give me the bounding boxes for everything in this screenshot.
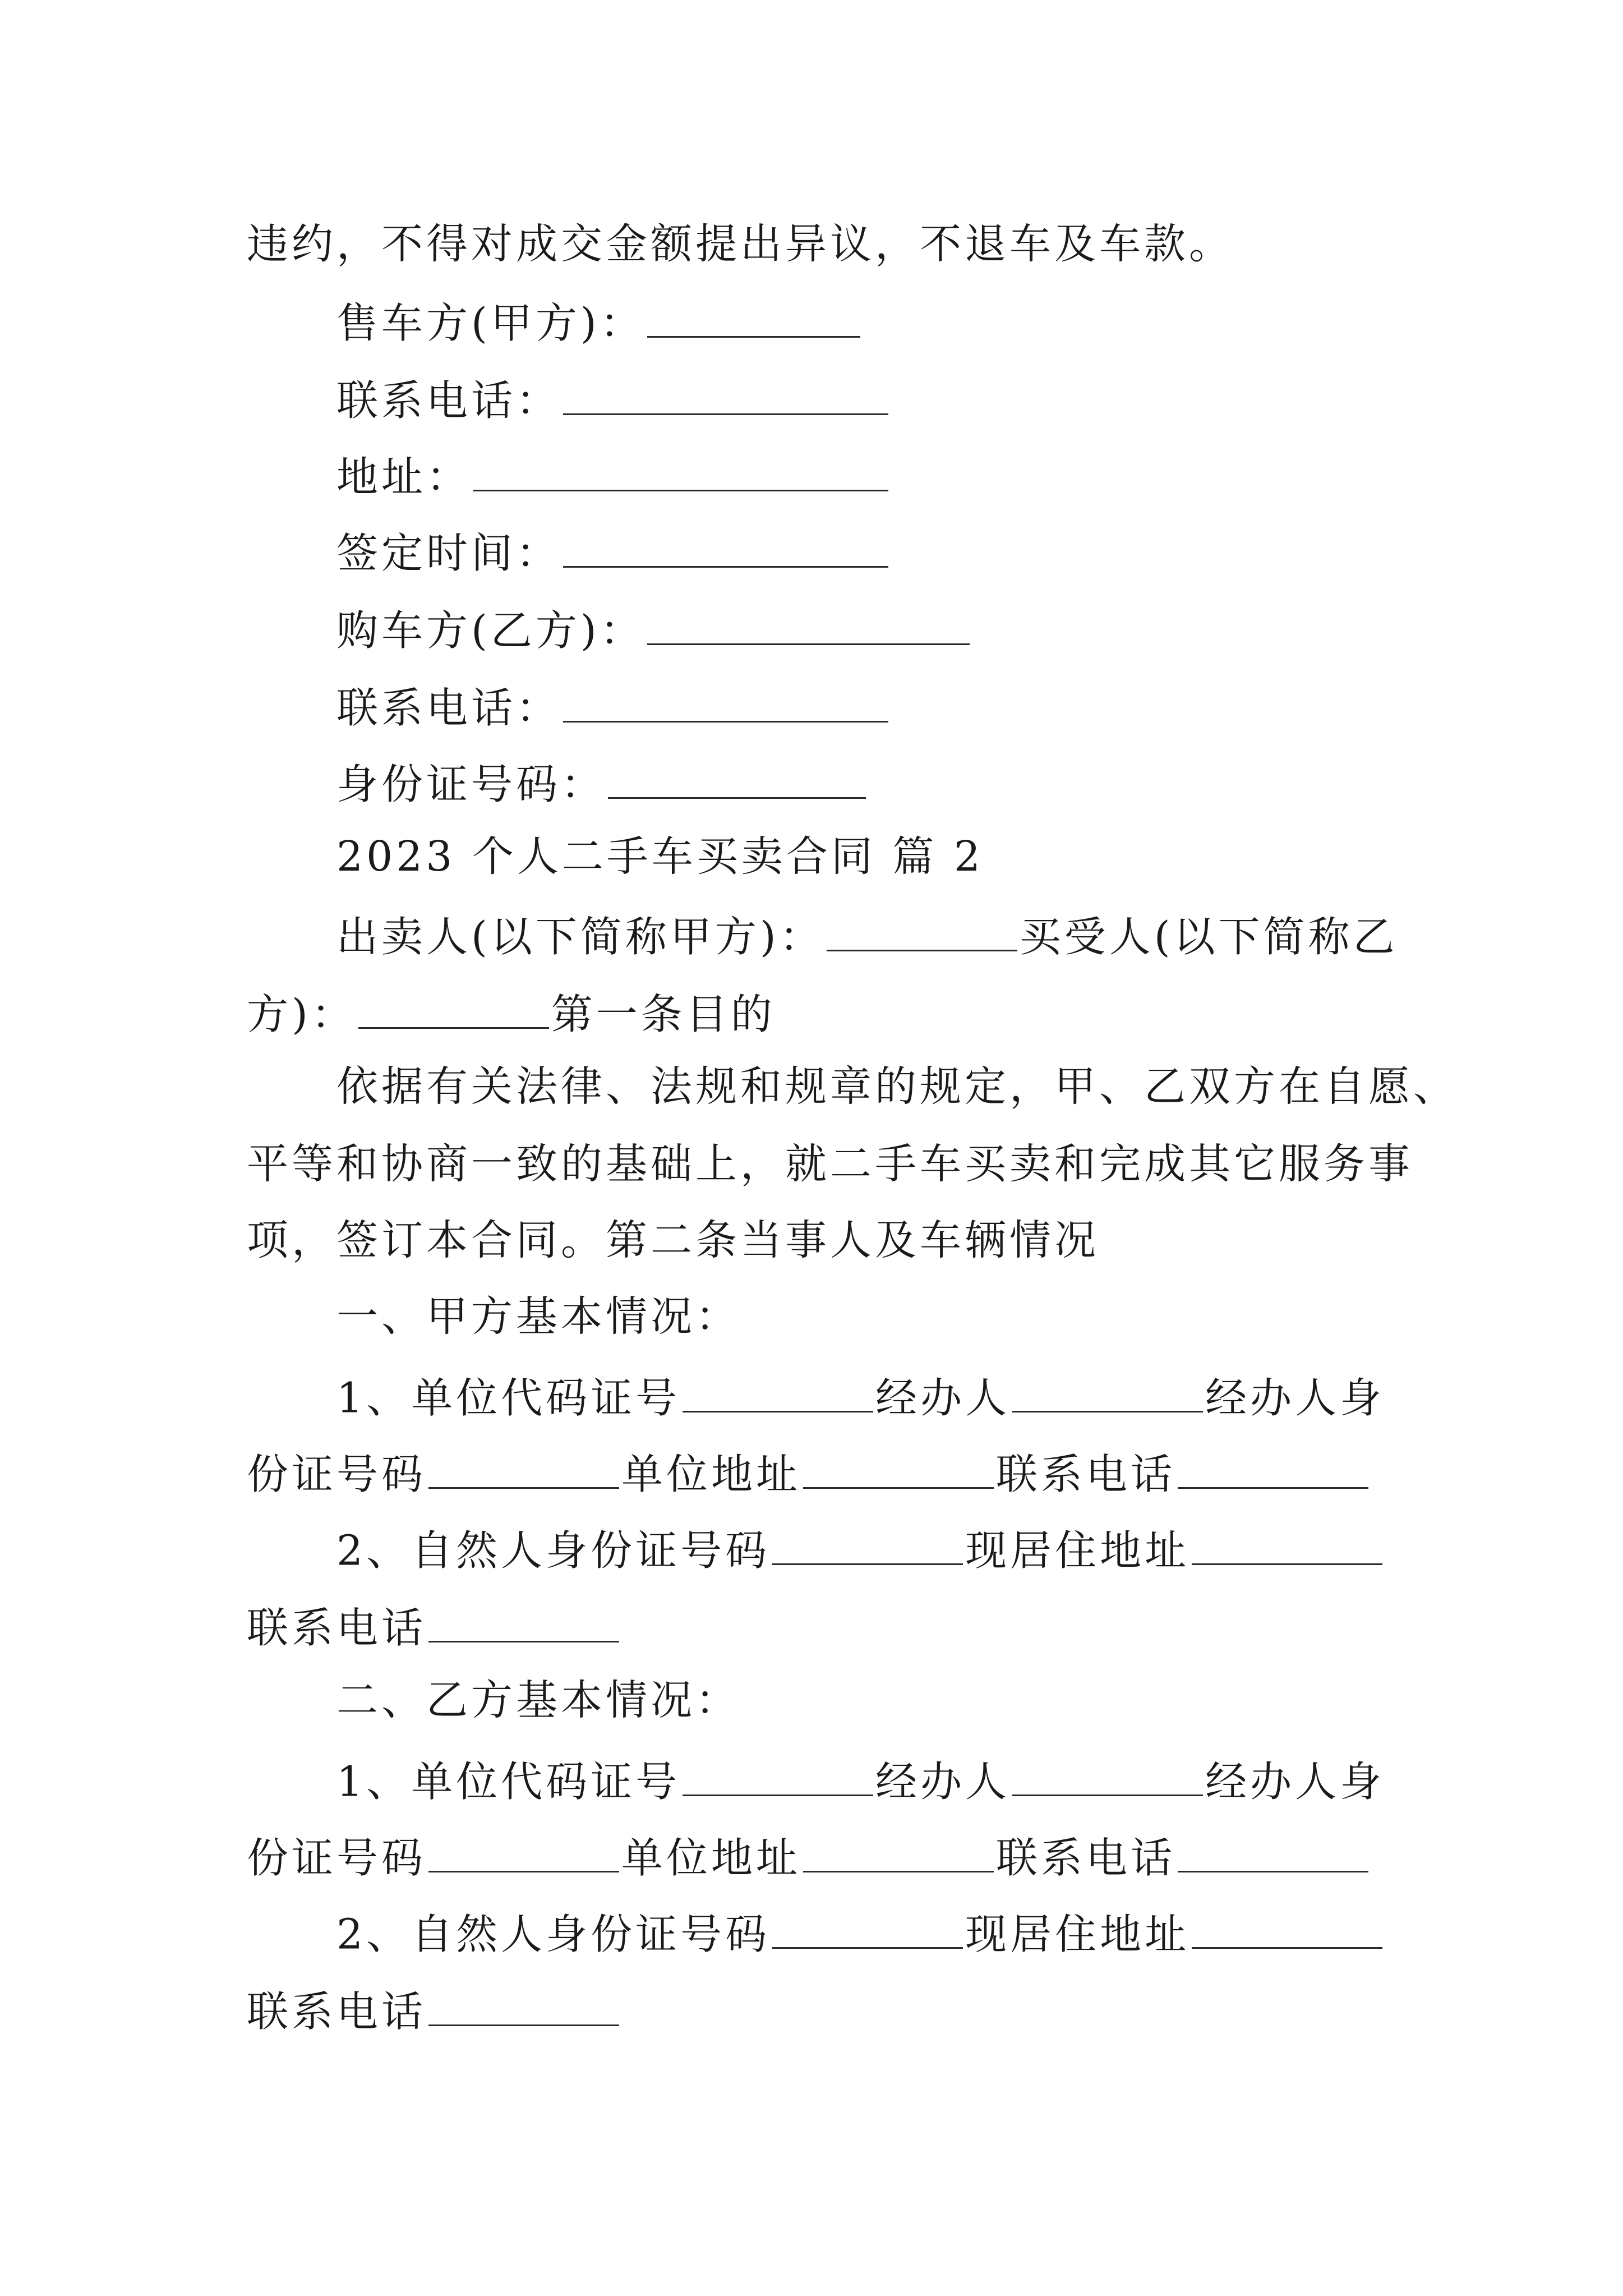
blank-underline[interactable] bbox=[803, 1833, 994, 1872]
blank-underline[interactable] bbox=[683, 1373, 873, 1412]
line-text: 依据有关法律、法规和规章的规定，甲、乙双方在自愿、 bbox=[336, 1062, 1458, 1111]
field-label: 身份证号码： bbox=[336, 760, 606, 809]
line-text: 联系电话 bbox=[996, 1834, 1175, 1883]
blank-underline[interactable] bbox=[428, 1987, 619, 2026]
blank-underline[interactable] bbox=[428, 1603, 619, 1642]
section-heading bbox=[336, 832, 984, 881]
text-line bbox=[336, 1526, 1385, 1575]
line-text: 1、单位代码证号 bbox=[336, 1374, 681, 1423]
text-line bbox=[336, 1062, 1458, 1111]
text-line bbox=[336, 1910, 1385, 1959]
line-text: 经办人身 bbox=[1205, 1374, 1385, 1423]
buyer-field bbox=[336, 606, 972, 655]
blank-underline[interactable] bbox=[1178, 1450, 1368, 1489]
text-line bbox=[336, 1373, 1385, 1423]
text-line bbox=[247, 1987, 621, 2036]
text-line bbox=[336, 1757, 1385, 1806]
sign-date-field bbox=[336, 528, 891, 578]
text-line bbox=[247, 1140, 1413, 1188]
text-line bbox=[247, 990, 776, 1039]
field-label: 联系电话： bbox=[336, 376, 561, 425]
text-line bbox=[247, 220, 1234, 268]
blank-underline[interactable] bbox=[827, 912, 1017, 951]
text-line bbox=[247, 1216, 1099, 1264]
text-line bbox=[247, 1833, 1371, 1883]
line-text: 方)： bbox=[247, 990, 356, 1039]
buyer-phone-field bbox=[336, 683, 891, 733]
blank-underline[interactable] bbox=[1012, 1757, 1203, 1796]
line-text: 平等和协商一致的基础上，就二手车买卖和完成其它服务事 bbox=[247, 1140, 1413, 1188]
blank-underline[interactable] bbox=[428, 1833, 619, 1872]
text-line bbox=[336, 1292, 740, 1341]
line-text: 份证号码 bbox=[247, 1450, 426, 1499]
heading-text: 2023 个人二手车买卖合同 篇 2 bbox=[336, 832, 984, 881]
blank-underline[interactable] bbox=[1192, 1910, 1382, 1949]
blank-underline[interactable] bbox=[563, 376, 888, 415]
blank-underline[interactable] bbox=[772, 1910, 963, 1949]
blank-underline[interactable] bbox=[1192, 1526, 1382, 1565]
line-text: 违约，不得对成交金额提出异议，不退车及车款。 bbox=[247, 220, 1234, 268]
line-text: 一、甲方基本情况： bbox=[336, 1292, 740, 1341]
seller-phone-field bbox=[336, 376, 891, 425]
seller-address-field bbox=[336, 452, 891, 501]
blank-underline[interactable] bbox=[608, 760, 866, 799]
blank-underline[interactable] bbox=[647, 606, 970, 645]
line-text: 出卖人(以下简称甲方)： bbox=[336, 913, 824, 961]
line-text: 单位地址 bbox=[621, 1450, 801, 1499]
line-text: 二、乙方基本情况： bbox=[336, 1676, 740, 1724]
line-text: 1、单位代码证号 bbox=[336, 1757, 681, 1806]
blank-underline[interactable] bbox=[803, 1450, 994, 1489]
blank-underline[interactable] bbox=[473, 452, 888, 491]
line-text: 现居住地址 bbox=[965, 1910, 1190, 1959]
blank-underline[interactable] bbox=[563, 528, 888, 568]
field-label: 联系电话： bbox=[336, 684, 561, 733]
blank-underline[interactable] bbox=[647, 298, 860, 338]
blank-underline[interactable] bbox=[683, 1757, 873, 1796]
line-text: 联系电话 bbox=[996, 1450, 1175, 1499]
text-line bbox=[336, 1676, 740, 1724]
blank-underline[interactable] bbox=[428, 1450, 619, 1489]
line-text: 项，签订本合同。第二条当事人及车辆情况 bbox=[247, 1216, 1099, 1264]
text-line bbox=[336, 912, 1398, 961]
field-label: 签定时间： bbox=[336, 529, 561, 578]
text-line bbox=[247, 1450, 1371, 1499]
blank-underline[interactable] bbox=[563, 683, 888, 723]
field-label: 购车方(乙方)： bbox=[336, 606, 645, 655]
line-text: 经办人 bbox=[875, 1757, 1011, 1806]
line-text: 第一条目的 bbox=[551, 990, 776, 1039]
buyer-id-field bbox=[336, 760, 868, 809]
line-text: 现居住地址 bbox=[965, 1526, 1190, 1575]
line-text: 经办人身 bbox=[1205, 1757, 1385, 1806]
blank-underline[interactable] bbox=[1012, 1373, 1203, 1412]
line-text: 经办人 bbox=[875, 1374, 1011, 1423]
seller-field bbox=[336, 298, 863, 348]
blank-underline[interactable] bbox=[358, 990, 549, 1029]
line-text: 买受人(以下简称乙 bbox=[1019, 913, 1398, 961]
line-text: 份证号码 bbox=[247, 1834, 426, 1883]
blank-underline[interactable] bbox=[1178, 1833, 1368, 1872]
field-label: 售车方(甲方)： bbox=[336, 299, 645, 348]
blank-underline[interactable] bbox=[772, 1526, 963, 1565]
field-label: 地址： bbox=[336, 453, 471, 501]
text-line bbox=[247, 1603, 621, 1653]
line-text: 2、自然人身份证号码 bbox=[336, 1910, 771, 1959]
line-text: 联系电话 bbox=[247, 1604, 426, 1653]
line-text: 单位地址 bbox=[621, 1834, 801, 1883]
line-text: 2、自然人身份证号码 bbox=[336, 1526, 771, 1575]
line-text: 联系电话 bbox=[247, 1987, 426, 2036]
